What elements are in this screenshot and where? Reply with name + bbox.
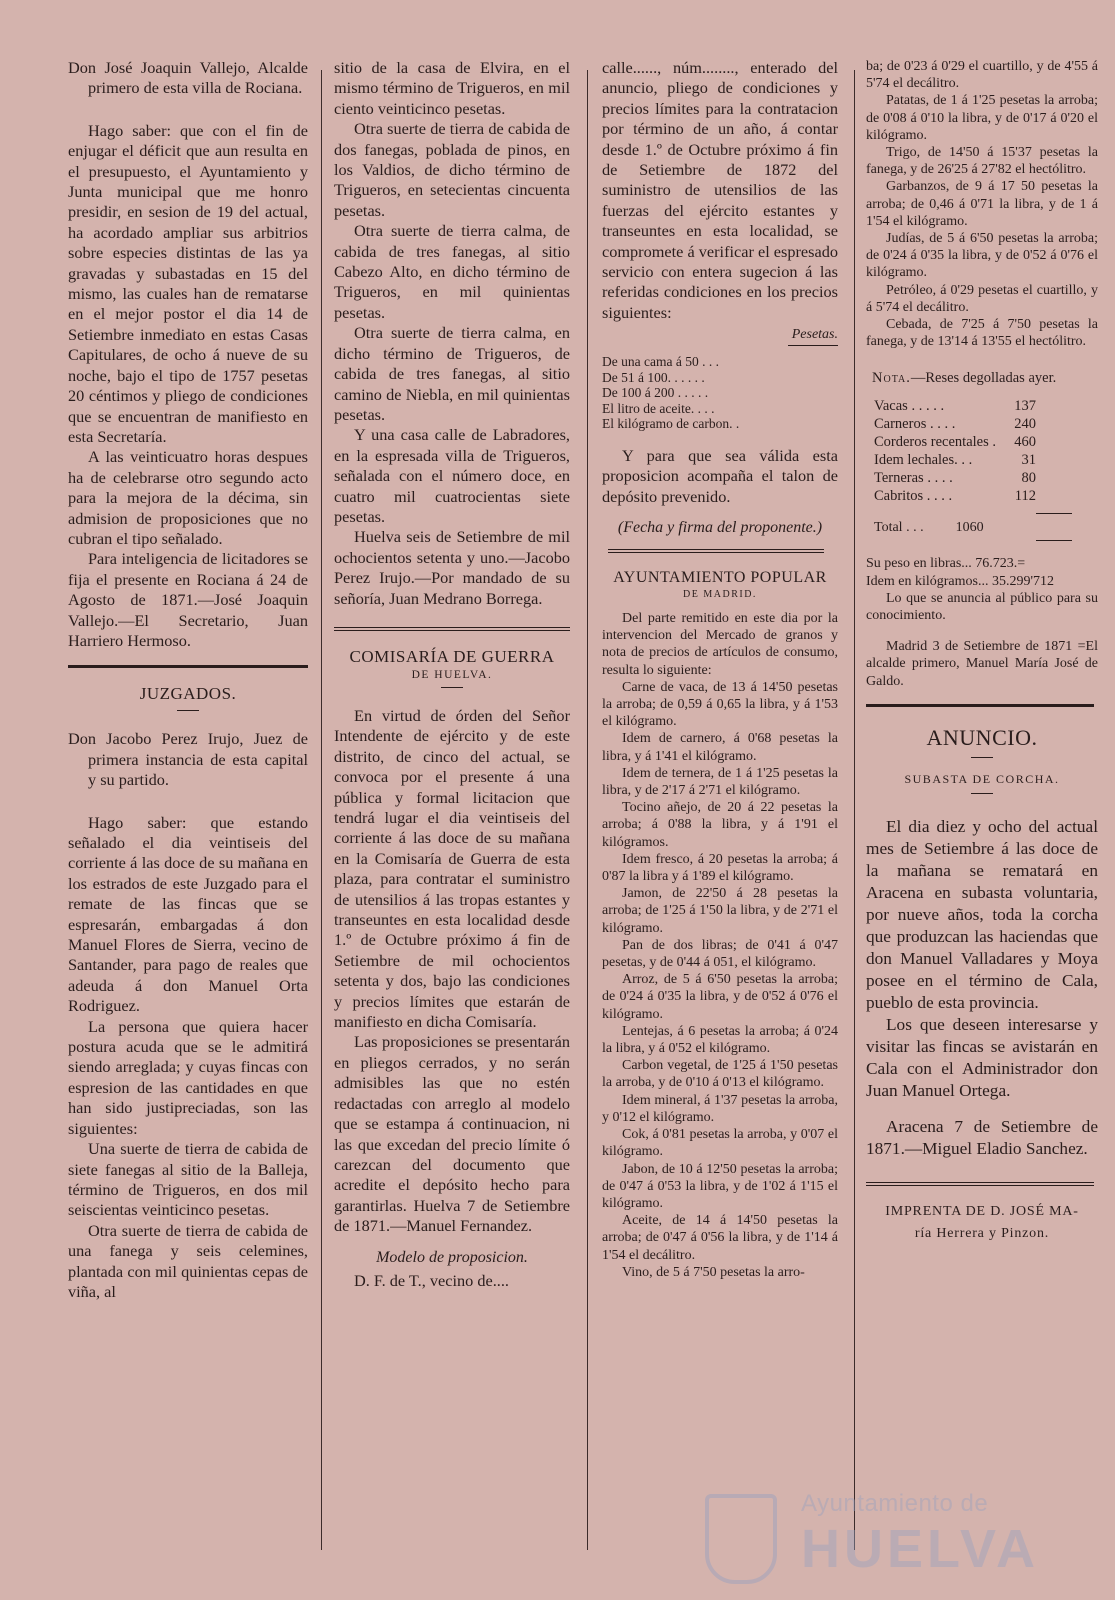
market-price-item: Trigo, de 14'50 á 15'37 pesetas la fanega, y de 26'25 á 27'82 el hectólitro.: [866, 145, 1098, 178]
market-price-item: Tocino añejo, de 20 á 22 pesetas la arroba; á 0'88 la libra, y á 1'91 el kilógramos.: [602, 800, 838, 850]
reses-row: [874, 433, 1036, 451]
price-item: De una cama á 50 . . .: [602, 354, 719, 370]
edict-juzgado-paragraph: Hago saber: que estando señalado el dia veintiseis del corriente á las doce de su mañana en los estrados de este Juzgado para el remate de las fincas que se espresarán, embargadas á don Manuel Flores de Sierra, vecino de Santander, para pago de reales que adeuda á don Manuel Orta Rodriguez.: [68, 812, 308, 1016]
section-title-comisaria: COMISARÍA DE GUERRA: [349, 646, 555, 666]
total-rule: [1036, 540, 1072, 541]
market-price-item: Pan de dos libras; de 0'41 á 0'47 pesetas, y de 0'44 á 051, el kilógramo.: [602, 937, 838, 971]
price-item: De 100 á 200 . . . . .: [602, 385, 709, 401]
reses-row: [874, 469, 1036, 487]
total-value: 1060: [955, 520, 984, 536]
reses-value: 112: [1014, 488, 1036, 505]
edict-juzgado-signature: Huelva seis de Setiembre de mil ochocientos setenta y uno.—Jacobo Perez Irujo.—Por mandado de su señoría, Juan Medrano Borrega.: [334, 527, 570, 608]
reses-name: Terneras . . . .: [874, 470, 953, 487]
madrid-signature: Madrid 3 de Setiembre de 1871 =El alcalde primero, Manuel María José de Galdo.: [866, 639, 1098, 689]
reses-row: [874, 487, 1036, 505]
market-price-item: Judías, de 5 á 6'50 pesetas la arroba; de 0'24 á 0'35 la libra, y de 0'52 á 0'76 el kilógramo.: [866, 231, 1098, 281]
pesetas-underline: [788, 345, 838, 346]
reses-table: [874, 397, 1036, 505]
reses-name: Carneros . . . .: [874, 416, 956, 433]
total-label: Total . . .: [874, 520, 924, 536]
price-item: El kilógramo de carbon. .: [602, 416, 740, 432]
section-subtitle: DE HUELVA.: [411, 668, 493, 681]
column-1: [68, 58, 308, 1578]
pesetas-label: Pesetas.: [791, 327, 838, 343]
reses-value: 80: [1021, 470, 1036, 487]
total-row: [874, 520, 1098, 536]
market-price-item: Vino, de 5 á 7'50 pesetas la arro-: [622, 1264, 805, 1280]
reses-name: Corderos recentales .: [874, 434, 996, 451]
section-title-ayuntamiento: AYUNTAMIENTO POPULAR: [613, 569, 827, 586]
market-price-item: Idem mineral, á 1'37 pesetas la arroba, y 0'12 el kilógramo.: [602, 1092, 838, 1125]
edict-rociana-header: Don José Joaquin Vallejo, Alcalde primero de esta villa de Rociana.: [68, 58, 308, 98]
reses-value: 460: [1014, 434, 1036, 451]
market-price-item: Garbanzos, de 9 á 17 50 pesetas la arroba; de 0,46 á 0'71 la libra, y de 1 á 1'54 el kilógramo.: [866, 179, 1098, 229]
modelo-paragraph: Y para que sea válida esta proposicion acompaña el talon de depósito prevenido.: [602, 445, 838, 506]
market-price-item: Lentejas, á 6 pesetas la arroba; á 0'24 la libra, y á 0'52 el kilógramo.: [602, 1023, 838, 1057]
title-dash: [177, 710, 199, 711]
column-2: [334, 58, 570, 1578]
price-list: [602, 354, 838, 432]
nota-label: Nota.: [872, 370, 911, 387]
imprenta-line: ría Herrera y Pinzon.: [914, 1225, 1050, 1241]
column-divider: [587, 70, 588, 1550]
reses-name: Cabritos . . . .: [874, 488, 953, 505]
modelo-paragraph: D. F. de T., vecino de....: [354, 1270, 509, 1290]
imprenta-line: IMPRENTA DE D. JOSÉ MA-: [885, 1203, 1079, 1219]
edict-juzgado-paragraph: Otra suerte de tierra calma, en dicho término de Trigueros, de cabida de tres fanegas, al sitio camino de Niebla, en mil quinientas pesetas.: [334, 323, 570, 424]
title-dash: [971, 793, 993, 794]
nota-line: [872, 370, 1098, 387]
total-rule: [1036, 513, 1072, 514]
market-price-item: Jamon, de 22'50 á 28 pesetas la arroba; de 1'25 á 1'50 la libra, y de 2'71 el kilógramo.: [602, 886, 838, 936]
edict-rociana-paragraph: Hago saber: que con el fin de enjugar el déficit que aun resulta en el presupuesto, el Ayuntamiento y Junta municipal que me honro presidir, en sesion de 19 del actual, ha acordado ampliar sus arbitrios sobre especies distintas de las ya gravadas y subastadas en 15 del mismo, las cuales han de rematarse en el mejor postor el dia 14 de Setiembre inmediato en estas Casas Capitulares, de ocho á nueve de su noche, bajo el tipo de 1757 pesetas 20 céntimos y pliego de condiciones que se encuentran de manifiesto en esta Secretaría.: [68, 120, 308, 446]
market-price-item: Aceite, de 14 á 14'50 pesetas la arroba; de 0'47 á 0'56 la libra, y de 1'14 á 1'54 el decálitro.: [602, 1213, 838, 1263]
market-price-item: Cebada, de 7'25 á 7'50 pesetas la fanega, y de 13'14 á 13'55 el hectólitro.: [866, 317, 1098, 350]
market-price-item: Cok, á 0'81 pesetas la arroba, y 0'07 el kilógramo.: [602, 1127, 838, 1160]
modelo-paragraph: calle......, núm........, enterado del anuncio, pliego de condiciones y precios límites para la contratacion por término de un año, á contar desde 1.º de Octubre próximo á fin de Setiembre de 1872 del suministro de utensilios de las fuerzas del ejército estantes y transeuntes en esta localidad, se compromete á verificar el espresado servicio con entera sugecion á las referidas condiciones en los precios siguientes:: [602, 58, 838, 322]
market-price-item: Idem de ternera, de 1 á 1'25 pesetas la libra, y de 2'17 á 2'71 el kilógramo.: [602, 765, 838, 799]
anuncio-signature: Aracena 7 de Setiembre de 1871.—Miguel Eladio Sanchez.: [866, 1116, 1098, 1158]
edict-juzgado-header: Don Jacobo Perez Irujo, Juez de primera instancia de esta capital y su partido.: [68, 729, 308, 790]
section-rule: [68, 665, 308, 668]
section-rule: [334, 627, 570, 631]
market-price-item: Del parte remitido en este dia por la intervencion del Mercado de granos y nota de precios de artículos de consumo, resulta lo siguiente:: [602, 611, 838, 678]
reses-value: 240: [1014, 416, 1036, 433]
market-price-item: Jabon, de 10 á 12'50 pesetas la arroba; de 0'47 á 0'53 la libra, y de 1'02 á 1'15 el kilógramo.: [602, 1161, 838, 1211]
market-price-item: Patatas, de 1 á 1'25 pesetas la arroba; de 0'08 á 0'10 la libra, y de 0'17 á 0'20 el kilógramo.: [866, 93, 1098, 143]
edict-juzgado-paragraph: Otra suerte de tierra de cabida de dos fanegas, poblada de pinos, en los Valdios, de dicho término de Trigueros, en setecientas cincuenta pesetas.: [334, 119, 570, 220]
edict-juzgado-paragraph: Otra suerte de tierra de cabida de una fanega y seis celemines, plantada con mil quinientas cepas de viña, al: [68, 1220, 308, 1301]
anuncio-paragraph: Los que deseen interesarse y visitar las fincas se avistarán en Cala con el Administrador don Juan Manuel Ortega.: [866, 1014, 1098, 1100]
anuncio-paragraph: El dia diez y ocho del actual mes de Setiembre á las doce de la mañana se rematará en Aracena en subasta voluntaria, por nueve años, toda la corcha que produzcan las haciendas que don Manuel Valladares y Moya posee en el término de Cala, pueblo de esta provincia.: [866, 816, 1098, 1012]
anuncio-subtitle: SUBASTA DE CORCHA.: [904, 771, 1060, 786]
price-item: El litro de aceite. . . .: [602, 400, 715, 416]
section-subtitle: DE MADRID.: [683, 589, 757, 600]
reses-row: [874, 451, 1036, 469]
anuncio-title: ANUNCIO.: [926, 724, 1038, 750]
reses-value: 31: [1021, 452, 1036, 469]
archive-watermark: [705, 1482, 1045, 1592]
reses-row: [874, 397, 1036, 415]
peso-libras: Su peso en libras... 76.723.=: [866, 556, 1026, 572]
edict-juzgado-paragraph: Otra suerte de tierra calma, de cabida de tres fanegas, al sitio Cabezo Alto, en dicho término de Trigueros, en mil quinientas pesetas.: [334, 221, 570, 322]
edict-juzgado-paragraph: sitio de la casa de Elvira, en el mismo término de Trigueros, en mil ciento veinticinco pesetas.: [334, 58, 570, 118]
edict-rociana-signature: Para inteligencia de licitadores se fija el presente en Rociana á 24 de Agosto de 1871.—José Joaquin Vallejo.—El Secretario, Juan Harriero Hermoso.: [68, 549, 308, 650]
reses-name: Vacas . . . . .: [874, 398, 945, 415]
edict-rociana-paragraph: A las veinticuatro horas despues ha de celebrarse otro segundo acto para la mejora de la décima, sin admision de proposiciones que no cubran el tipo señalado.: [68, 447, 308, 548]
peso-kilos: Idem en kilógramos... 35.299'712: [866, 573, 1054, 589]
market-price-list: [602, 610, 838, 1281]
section-rule: [866, 704, 1094, 707]
column-divider: [321, 70, 322, 1550]
coat-of-arms-icon: [705, 1494, 777, 1584]
comisaria-paragraph: En virtud de órden del Señor Intendente de ejército y de este distrito, de cinco del actual, se convoca por el presente á una pública y formal licitacion que tendrá lugar el dia veintiseis del corriente á las doce de su mañana en la Comisaría de Guerra de esta plaza, para contratar el suministro de utensilios á las tropas estantes y transeuntes en esta localidad desde 1.º de Octubre próximo á fin de Setiembre de mil ochocientos setenta y dos, bajo las condiciones y precios límites que estarán de manifiesto en dicha Comisaría.: [334, 705, 570, 1032]
section-title-juzgados: JUZGADOS.: [139, 684, 237, 704]
modelo-title: Modelo de proposicion.: [376, 1248, 528, 1266]
reses-value: 137: [1014, 398, 1036, 415]
fecha-firma: (Fecha y firma del proponente.): [617, 519, 823, 536]
column-4: [866, 58, 1098, 1578]
market-price-item: Idem de carnero, á 0'68 pesetas la libra, y á 1'41 el kilógramo.: [602, 731, 838, 764]
market-price-item: Idem fresco, á 20 pesetas la arroba; á 0'87 la libra y á 1'89 el kilógramo.: [602, 851, 838, 885]
section-rule: [608, 549, 824, 553]
reses-row: [874, 415, 1036, 433]
market-price-item: Petróleo, á 0'29 pesetas el cuartillo, y á 5'74 el decálitro.: [866, 282, 1098, 315]
watermark-line: Ayuntamiento de: [801, 1490, 989, 1517]
market-price-item: Arroz, de 5 á 6'50 pesetas la arroba; de 0'24 á 0'35 la libra, y de 0'52 á 0'76 el kilógramo.: [602, 972, 838, 1022]
title-dash: [971, 757, 993, 758]
section-rule: [866, 1182, 1094, 1186]
reses-name: Idem lechales. . .: [874, 452, 973, 469]
edict-juzgado-paragraph: Una suerte de tierra de cabida de siete fanegas al sitio de la Balleja, término de Trigueros, en dos mil seiscientas veinticinco pesetas.: [68, 1139, 308, 1220]
market-price-item: Carne de vaca, de 13 á 14'50 pesetas la arroba; de 0,59 á 0,65 la libra, y á 1'53 el kilógramo.: [602, 679, 838, 730]
anuncia-text: Lo que se anuncia al público para su conocimiento.: [866, 590, 1098, 624]
price-item: De 51 á 100. . . . . .: [602, 369, 705, 385]
column-divider: [854, 70, 855, 1550]
comisaria-paragraph: Las proposiciones se presentarán en pliegos cerrados, y no serán admisibles las que no estén redactadas con arreglo al modelo que se estampa á continuacion, ni las que excedan del precio límite ó carezcan del documento que acredite el depósito hecho para garantirlas. Huelva 7 de Setiembre de 1871.—Manuel Fernandez.: [334, 1032, 570, 1236]
market-price-item: ba; de 0'23 á 0'29 el cuartillo, y de 4'55 á 5'74 el decálitro.: [866, 59, 1098, 92]
edict-juzgado-paragraph: Y una casa calle de Labradores, en la espresada villa de Trigueros, señalada con el número doce, en cuatro mil cuatrocientas siete pesetas.: [334, 425, 570, 526]
column-3: [602, 58, 838, 1578]
market-price-item: Carbon vegetal, de 1'25 á 1'50 pesetas la arroba, y de 0'10 á 0'13 el kilógramo.: [602, 1058, 838, 1091]
edict-juzgado-paragraph: La persona que quiera hacer postura acuda que se le admitirá siendo arreglada; y cuyas fincas con espresion de las cantidades en que han sido justipreciadas, son las siguientes:: [68, 1016, 308, 1138]
watermark-line: HUELVA: [801, 1519, 1039, 1579]
title-dash: [441, 687, 463, 688]
nota-text: —Reses degolladas ayer.: [910, 370, 1057, 387]
market-price-list: [866, 58, 1098, 350]
